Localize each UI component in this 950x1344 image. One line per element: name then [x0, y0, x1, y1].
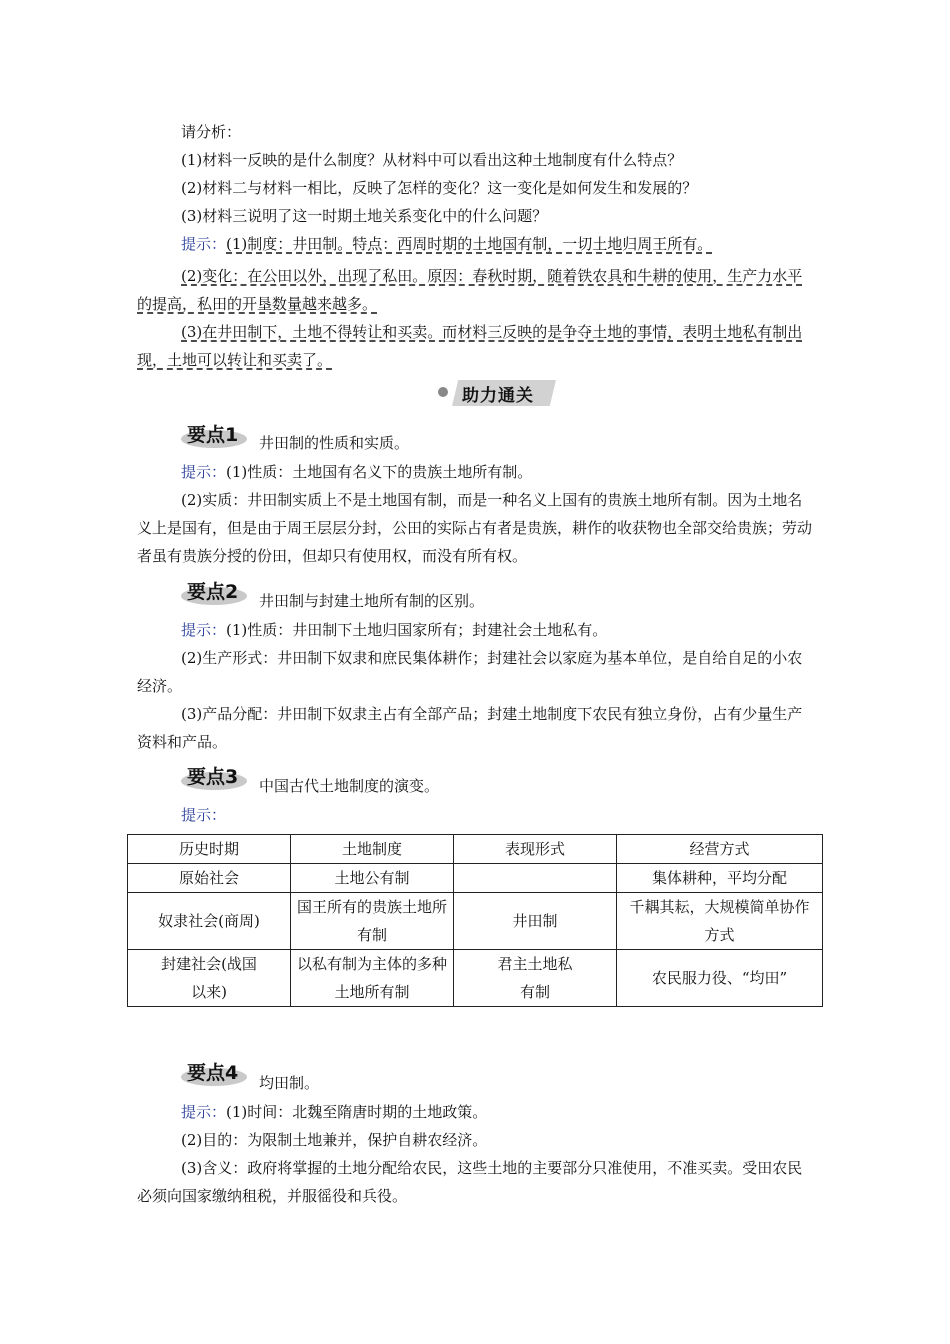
table-cell: 农民服力役、“均田” [617, 950, 823, 1007]
table-cell: 原始社会 [128, 864, 291, 893]
table-row [128, 893, 823, 950]
point-1-hint: 提示：(1)性质：土地国有名义下的贵族土地所有制。 [181, 463, 533, 481]
point-2-title: 井田制与封建土地所有制的区别。 [259, 592, 485, 610]
analysis-prompt: 请分析： [181, 123, 242, 141]
land-system-table [127, 834, 823, 1007]
point-3-title: 中国古代土地制度的演变。 [259, 777, 440, 795]
point-1-para: (2)实质：井田制实质上不是土地国有制，而是一种名义上国有的贵族土地所有制。因为土地名义上是国有，但是由于周王层层分封，公田的实际占有者是贵族，耕作的收获物也全部交给贵族；劳动者虽有贵族分授的份田，但却只有使用权，而没有所有权。 [137, 491, 813, 565]
table-header: 经营方式 [617, 835, 823, 864]
point-1-badge: 要点1 [181, 420, 249, 448]
answer-text: (1)制度：井田制。特点：西周时期的土地国有制，一切土地归周王所有。 [226, 235, 713, 253]
hint-label: 提示： [181, 235, 227, 253]
question-3: (3)材料三说明了这一时期土地关系变化中的什么问题？ [181, 207, 548, 225]
question-1: (1)材料一反映的是什么制度？从材料中可以看出这种土地制度有什么特点？ [181, 151, 683, 169]
table-cell: 以私有制为主体的多种土地所有制 [291, 950, 454, 1007]
analysis-answer-1 [181, 233, 712, 255]
table-cell: 封建社会(战国以来) [128, 950, 291, 1007]
point-2-badge: 要点2 [181, 577, 249, 605]
point-2-para-2: (3)产品分配：井田制下奴隶主占有全部产品；封建土地制度下农民有独立身份，占有少量生产资料和产品。 [137, 705, 803, 751]
table-header: 表现形式 [454, 835, 617, 864]
table-cell: 国王所有的贵族土地所有制 [291, 893, 454, 950]
table-cell: 集体耕种，平均分配 [617, 864, 823, 893]
section-banner [438, 378, 556, 406]
point-4-para-1: (2)目的：为限制土地兼并，保护自耕农经济。 [181, 1131, 488, 1149]
table-header: 历史时期 [128, 835, 291, 864]
table-row [128, 864, 823, 893]
table-header: 土地制度 [291, 835, 454, 864]
question-2: (2)材料二与材料一相比，反映了怎样的变化？这一变化是如何发生和发展的？ [181, 179, 698, 197]
point-4-hint: 提示：(1)时间：北魏至隋唐时期的土地政策。 [181, 1103, 488, 1121]
table-cell [454, 864, 617, 893]
table-cell: 奴隶社会(商周) [128, 893, 291, 950]
analysis-answer-3: (3)在井田制下，土地不得转让和买卖。而材料三反映的是争夺土地的事情，表明土地私有制出现，土地可以转让和买卖了。 [137, 323, 803, 369]
bullet-dot-icon [438, 387, 448, 397]
table-cell: 君主土地私有制 [454, 950, 617, 1007]
table-cell: 井田制 [454, 893, 617, 950]
table-cell: 千耦其耘，大规模简单协作方式 [617, 893, 823, 950]
point-4-title: 均田制。 [259, 1074, 320, 1092]
point-2-para-1: (2)生产形式：井田制下奴隶和庶民集体耕作；封建社会以家庭为基本单位，是自给自足的小农经济。 [137, 649, 803, 695]
point-4-badge: 要点4 [181, 1058, 249, 1086]
point-4-para-2: (3)含义：政府将掌握的土地分配给农民，这些土地的主要部分只准使用，不准买卖。受田农民必须向国家缴纳租税，并服徭役和兵役。 [137, 1159, 803, 1205]
point-1-title: 井田制的性质和实质。 [259, 434, 410, 452]
point-3-badge: 要点3 [181, 762, 249, 790]
table-row [128, 950, 823, 1007]
point-2-hint: 提示：(1)性质：井田制下土地归国家所有；封建社会土地私有。 [181, 621, 608, 639]
point-3-hint: 提示： [181, 806, 227, 824]
table-header-row [128, 835, 823, 864]
section-title: 助力通关 [462, 386, 534, 406]
analysis-answer-2: (2)变化：在公田以外，出现了私田。原因：春秋时期，随着铁农具和牛耕的使用，生产力水平的提高，私田的开垦数量越来越多。 [137, 267, 803, 313]
table-cell: 土地公有制 [291, 864, 454, 893]
